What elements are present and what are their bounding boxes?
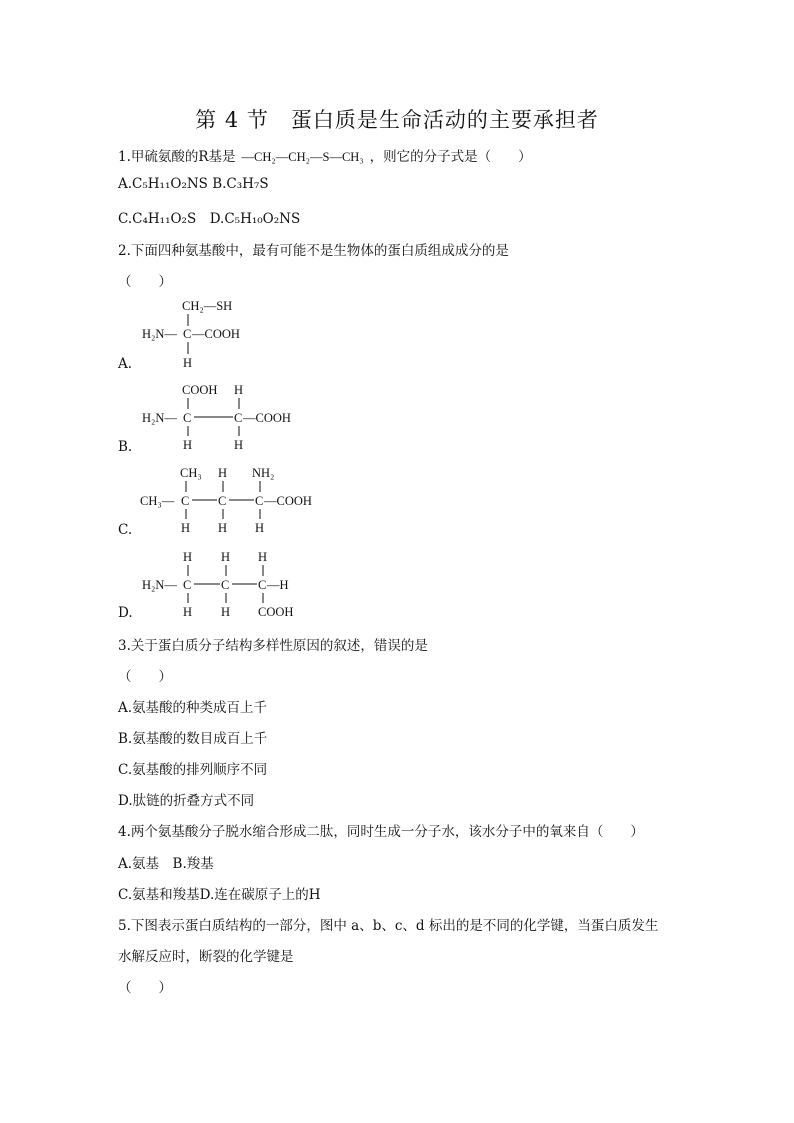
structure-c-c2-bottom: H (218, 521, 228, 535)
q5-stem-line2: 水解反应时，断裂的化学键是 (118, 949, 294, 965)
structure-c-carbon-1: C (181, 494, 190, 508)
structure-d-c1-bottom: H (183, 605, 193, 619)
q3-option-d: D.肽链的折叠方式不同 (118, 793, 255, 809)
structure-c-carboxyl-group: —COOH (264, 494, 312, 508)
q1-stem (118, 145, 532, 165)
q3-option-a: A.氨基酸的种类成百上千 (118, 700, 268, 716)
q2-option-a-label: A. (118, 356, 133, 372)
structure-c-c1-bottom: H (181, 521, 191, 535)
q1-stem-before: 1.甲硫氨酸的R基是 (118, 149, 236, 165)
structure-a-alpha-carbon: C (183, 327, 192, 341)
structure-d-c3-top: H (258, 550, 268, 564)
q4-stem: 4.两个氨基酸分子脱水缩合形成二肽，同时生成一分子水，该水分子中的氧来自（ ） (118, 824, 644, 840)
structure-d-carbon-3: C (258, 578, 267, 592)
structure-a-amino-group: H₂N— (142, 327, 177, 341)
q2-option-d-label: D. (118, 605, 133, 621)
structure-a-carboxyl-group: —COOH (192, 327, 240, 341)
q1-stem-after: ，则它的分子式是（ ） (369, 149, 532, 165)
structure-b-c1-bottom: H (183, 438, 193, 452)
structure-a-bottom-h: H (183, 356, 193, 370)
structure-b-c2-top: H (234, 383, 244, 397)
structure-c-c1-top: CH₃ (180, 466, 202, 480)
structure-c-methyl-group: CH₃— (140, 494, 175, 508)
structure-b-c2-bottom: H (234, 438, 244, 452)
structure-b-amino-group: H₂N— (142, 411, 177, 425)
q4-options-line1: A.氨基 B.羧基 (118, 856, 214, 872)
structure-c (134, 461, 354, 543)
q3-option-c: C.氨基酸的排列顺序不同 (118, 762, 268, 778)
structure-b-c1-top: COOH (182, 383, 218, 397)
structure-c-carbon-3: C (255, 494, 264, 508)
structure-c-c3-bottom: H (255, 521, 265, 535)
structure-b-carbon-1: C (183, 411, 192, 425)
structure-b-carbon-2: C (234, 411, 243, 425)
q2-option-c-label: C. (118, 522, 133, 538)
structure-c-carbon-2: C (218, 494, 227, 508)
q5-answer-paren: （ ） (118, 980, 172, 996)
structure-d-amino-group: H₂N— (142, 578, 177, 592)
structure-c-c3-top: NH₂ (252, 466, 275, 480)
q2-answer-paren: （ ） (118, 274, 172, 290)
structure-a (134, 296, 354, 378)
q5-stem-line1: 5.下图表示蛋白质结构的一部分，图中 a、b、c、d 标出的是不同的化学键，当蛋白质发生 (118, 918, 659, 934)
structure-d-carboxyl-group: COOH (258, 605, 294, 619)
structure-d-carbon-1: C (183, 578, 192, 592)
q1-r-group-formula: —CH₂—CH₂—S—CH₃ (241, 150, 364, 164)
structure-b (134, 378, 354, 460)
q3-option-b: B.氨基酸的数目成百上千 (118, 731, 268, 747)
structure-d-c2-top: H (221, 550, 231, 564)
q1-options-line1: A.C₅H₁₁O₂NS B.C₃H₇S (118, 176, 269, 192)
structure-d-c2-bottom: H (221, 605, 231, 619)
structure-d-carbon-2: C (221, 578, 230, 592)
structure-c-c2-top: H (218, 466, 228, 480)
q4-options-line2: C.氨基和羧基D.连在碳原子上的H (118, 887, 321, 903)
q2-option-b-label: B. (118, 439, 133, 455)
q2-stem: 2.下面四种氨基酸中，最有可能不是生物体的蛋白质组成成分的是 (118, 243, 509, 259)
q3-stem: 3.关于蛋白质分子结构多样性原因的叙述，错误的是 (118, 638, 428, 654)
structure-a-top-group: CH₂—SH (182, 299, 233, 313)
q1-options-line2: C.C₄H₁₁O₂S D.C₅H₁₀O₂NS (118, 211, 301, 227)
page-title: 第 4 节 蛋白质是生命活动的主要承担者 (195, 108, 599, 132)
structure-d (134, 545, 354, 627)
q3-answer-paren: （ ） (118, 669, 172, 685)
structure-d-c1-top: H (183, 550, 193, 564)
structure-d-h-group: —H (267, 578, 289, 592)
structure-b-carboxyl-group: —COOH (243, 411, 291, 425)
